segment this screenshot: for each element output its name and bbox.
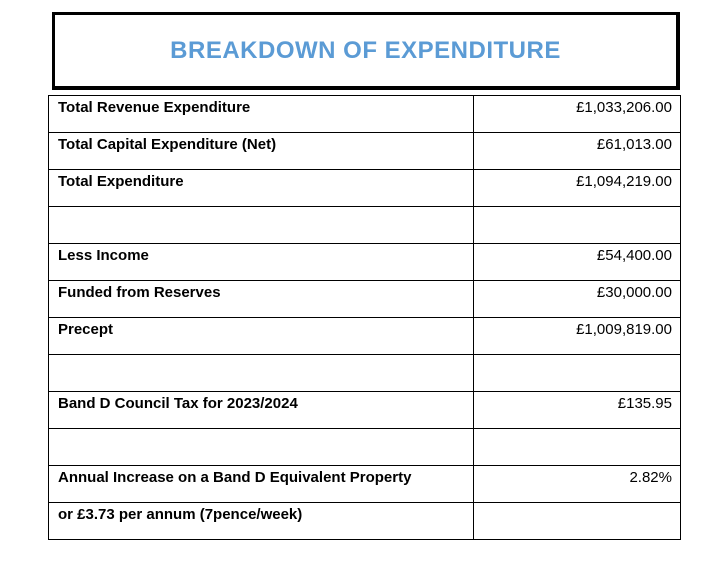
table-row — [49, 170, 681, 207]
table-row — [49, 96, 681, 133]
row-value: £1,009,819.00 — [474, 318, 681, 355]
row-value: £61,013.00 — [474, 133, 681, 170]
table-row — [49, 466, 681, 503]
row-label: Annual Increase on a Band D Equivalent Property — [49, 466, 474, 503]
table-row — [49, 392, 681, 429]
row-label: Band D Council Tax for 2023/2024 — [49, 392, 474, 429]
row-label: Total Capital Expenditure (Net) — [49, 133, 474, 170]
row-label: Total Expenditure — [49, 170, 474, 207]
page-title: BREAKDOWN OF EXPENDITURE — [170, 36, 561, 64]
row-value — [474, 207, 681, 244]
table-row — [49, 503, 681, 540]
row-label: or £3.73 per annum (7pence/week) — [49, 503, 474, 540]
table-row — [49, 281, 681, 318]
row-label: Less Income — [49, 244, 474, 281]
expenditure-table — [48, 95, 681, 540]
row-value: £30,000.00 — [474, 281, 681, 318]
row-value — [474, 355, 681, 392]
table-row — [49, 429, 681, 466]
table-row — [49, 244, 681, 281]
row-label — [49, 207, 474, 244]
title-box — [52, 12, 680, 90]
row-label: Total Revenue Expenditure — [49, 96, 474, 133]
row-value: £135.95 — [474, 392, 681, 429]
row-value: £54,400.00 — [474, 244, 681, 281]
row-label: Precept — [49, 318, 474, 355]
table-row — [49, 133, 681, 170]
row-value: 2.82% — [474, 466, 681, 503]
row-value: £1,094,219.00 — [474, 170, 681, 207]
row-value: £1,033,206.00 — [474, 96, 681, 133]
row-label — [49, 429, 474, 466]
table-row — [49, 318, 681, 355]
table-row — [49, 355, 681, 392]
row-value — [474, 429, 681, 466]
row-value — [474, 503, 681, 540]
row-label: Funded from Reserves — [49, 281, 474, 318]
row-label — [49, 355, 474, 392]
table-row — [49, 207, 681, 244]
